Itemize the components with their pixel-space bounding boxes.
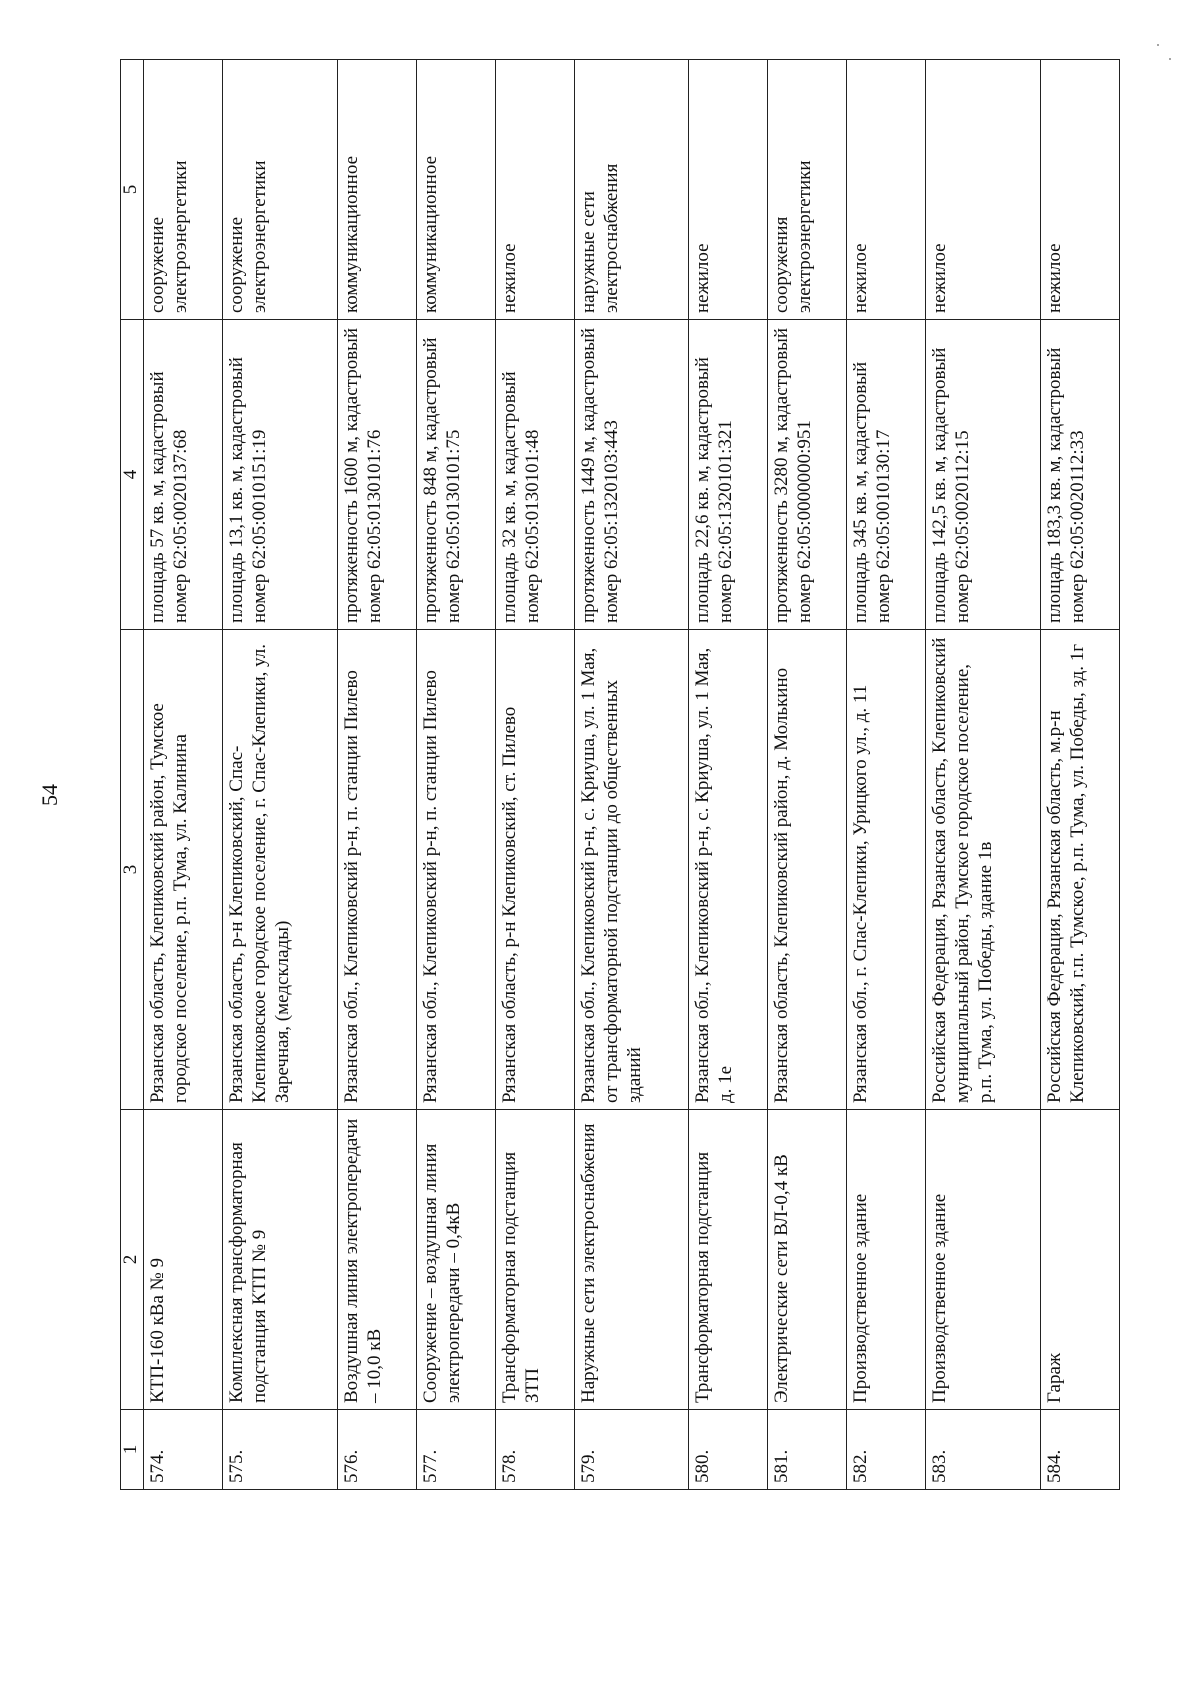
- table-body: [144, 60, 1120, 1490]
- row-number-cell: 574.: [144, 1410, 223, 1490]
- address-cell: Рязанская область, р-н Клепиковский, Спас-Клепиковское городское поселение, г. Спас-Клепики, ул. Заречная, (медсклады): [223, 630, 338, 1110]
- address-cell: Рязанская область, р-н Клепиковский, ст. Пилево: [495, 630, 574, 1110]
- table-row: [223, 60, 338, 1490]
- address-cell: Рязанская область, Клепиковский район, д. Молькино: [768, 630, 847, 1110]
- address-cell: Российская Федерация, Рязанская область, Клепиковский муниципальный район, Тумское городское поселение, р.п. Тума, ул. Победы, здание 1в: [926, 630, 1041, 1110]
- address-cell: Рязанская область, Клепиковский район, Тумское городское поселение, р.п. Тума, ул. Калинина: [144, 630, 223, 1110]
- property-table: [120, 59, 1120, 1490]
- table-row: [1040, 60, 1119, 1490]
- address-cell: Рязанская обл., Клепиковский р-н, с. Криуша, ул. 1 Мая, д. 1е: [689, 630, 768, 1110]
- details-cell: протяженность 848 м, кадастровый номер 62:05:0130101:75: [416, 320, 495, 630]
- row-number-cell: 578.: [495, 1410, 574, 1490]
- purpose-cell: сооружение электроэнергетики: [223, 60, 338, 320]
- details-cell: площадь 22,6 кв. м, кадастровый номер 62:05:1320101:321: [689, 320, 768, 630]
- object-name-cell: Производственное здание: [926, 1110, 1041, 1410]
- row-number-cell: 581.: [768, 1410, 847, 1490]
- object-name-cell: Гараж: [1040, 1110, 1119, 1410]
- details-cell: площадь 142,5 кв. м, кадастровый номер 62:05:0020112:15: [926, 320, 1041, 630]
- address-cell: Рязанская обл., г. Спас-Клепики, Урицкого ул., д. 11: [847, 630, 926, 1110]
- details-cell: площадь 32 кв. м, кадастровый номер 62:05:0130101:48: [495, 320, 574, 630]
- table-header-row: [121, 60, 144, 1490]
- purpose-cell: наружные сети электроснабжения: [574, 60, 689, 320]
- purpose-cell: сооружения электроэнергетики: [768, 60, 847, 320]
- purpose-cell: нежилое: [1040, 60, 1119, 320]
- address-cell: Рязанская обл., Клепиковский р-н, п. станции Пилево: [416, 630, 495, 1110]
- rotated-table-container: [120, 60, 1120, 1490]
- table-row: [768, 60, 847, 1490]
- purpose-cell: нежилое: [926, 60, 1041, 320]
- column-header: 2: [121, 1110, 144, 1410]
- column-header: 1: [121, 1410, 144, 1490]
- purpose-cell: сооружение электроэнергетики: [144, 60, 223, 320]
- details-cell: площадь 345 кв. м, кадастровый номер 62:05:0010130:17: [847, 320, 926, 630]
- object-name-cell: Трансформаторная подстанция: [689, 1110, 768, 1410]
- row-number-cell: 577.: [416, 1410, 495, 1490]
- table-row: [495, 60, 574, 1490]
- details-cell: протяженность 1600 м, кадастровый номер 62:05:0130101:76: [337, 320, 416, 630]
- object-name-cell: Комплексная трансформаторная подстанция КТП № 9: [223, 1110, 338, 1410]
- details-cell: площадь 183,3 кв. м, кадастровый номер 62:05:0020112:33: [1040, 320, 1119, 630]
- column-header: 5: [121, 60, 144, 320]
- column-header: 4: [121, 320, 144, 630]
- column-header: 3: [121, 630, 144, 1110]
- row-number-cell: 584.: [1040, 1410, 1119, 1490]
- table-row: [574, 60, 689, 1490]
- purpose-cell: нежилое: [847, 60, 926, 320]
- address-cell: Российская Федерация, Рязанская область, м.р-н Клепиковский, г.п. Тумское, р.п. Тума, ул. Победы, зд. 1г: [1040, 630, 1119, 1110]
- row-number-cell: 582.: [847, 1410, 926, 1490]
- row-number-cell: 579.: [574, 1410, 689, 1490]
- details-cell: площадь 13,1 кв. м, кадастровый номер 62:05:0010151:19: [223, 320, 338, 630]
- table-row: [144, 60, 223, 1490]
- table-row: [926, 60, 1041, 1490]
- object-name-cell: Трансформаторная подстанция ЗТП: [495, 1110, 574, 1410]
- table-row: [337, 60, 416, 1490]
- purpose-cell: коммуникационное: [416, 60, 495, 320]
- object-name-cell: КТП-160 кВа № 9: [144, 1110, 223, 1410]
- table-row: [847, 60, 926, 1490]
- details-cell: протяженность 3280 м, кадастровый номер 62:05:0000000:951: [768, 320, 847, 630]
- address-cell: Рязанская обл., Клепиковский р-н, п. станции Пилево: [337, 630, 416, 1110]
- object-name-cell: Электрические сети ВЛ-0,4 кВ: [768, 1110, 847, 1410]
- scan-artifact: [1155, 40, 1185, 70]
- object-name-cell: Наружные сети электроснабжения: [574, 1110, 689, 1410]
- row-number-cell: 583.: [926, 1410, 1041, 1490]
- object-name-cell: Сооружение – воздушная линия электропередачи – 0,4кВ: [416, 1110, 495, 1410]
- details-cell: протяженность 1449 м, кадастровый номер 62:05:1320103:443: [574, 320, 689, 630]
- page-number: 54: [37, 784, 62, 806]
- purpose-cell: коммуникационное: [337, 60, 416, 320]
- details-cell: площадь 57 кв. м, кадастровый номер 62:05:0020137:68: [144, 320, 223, 630]
- row-number-cell: 575.: [223, 1410, 338, 1490]
- object-name-cell: Воздушная линия электропередачи – 10,0 кВ: [337, 1110, 416, 1410]
- row-number-cell: 580.: [689, 1410, 768, 1490]
- purpose-cell: нежилое: [689, 60, 768, 320]
- row-number-cell: 576.: [337, 1410, 416, 1490]
- object-name-cell: Производственное здание: [847, 1110, 926, 1410]
- table-row: [689, 60, 768, 1490]
- address-cell: Рязанская обл., Клепиковский р-н, с. Криуша, ул. 1 Мая, от трансформаторной подстанции до общественных зданий: [574, 630, 689, 1110]
- purpose-cell: нежилое: [495, 60, 574, 320]
- table-row: [416, 60, 495, 1490]
